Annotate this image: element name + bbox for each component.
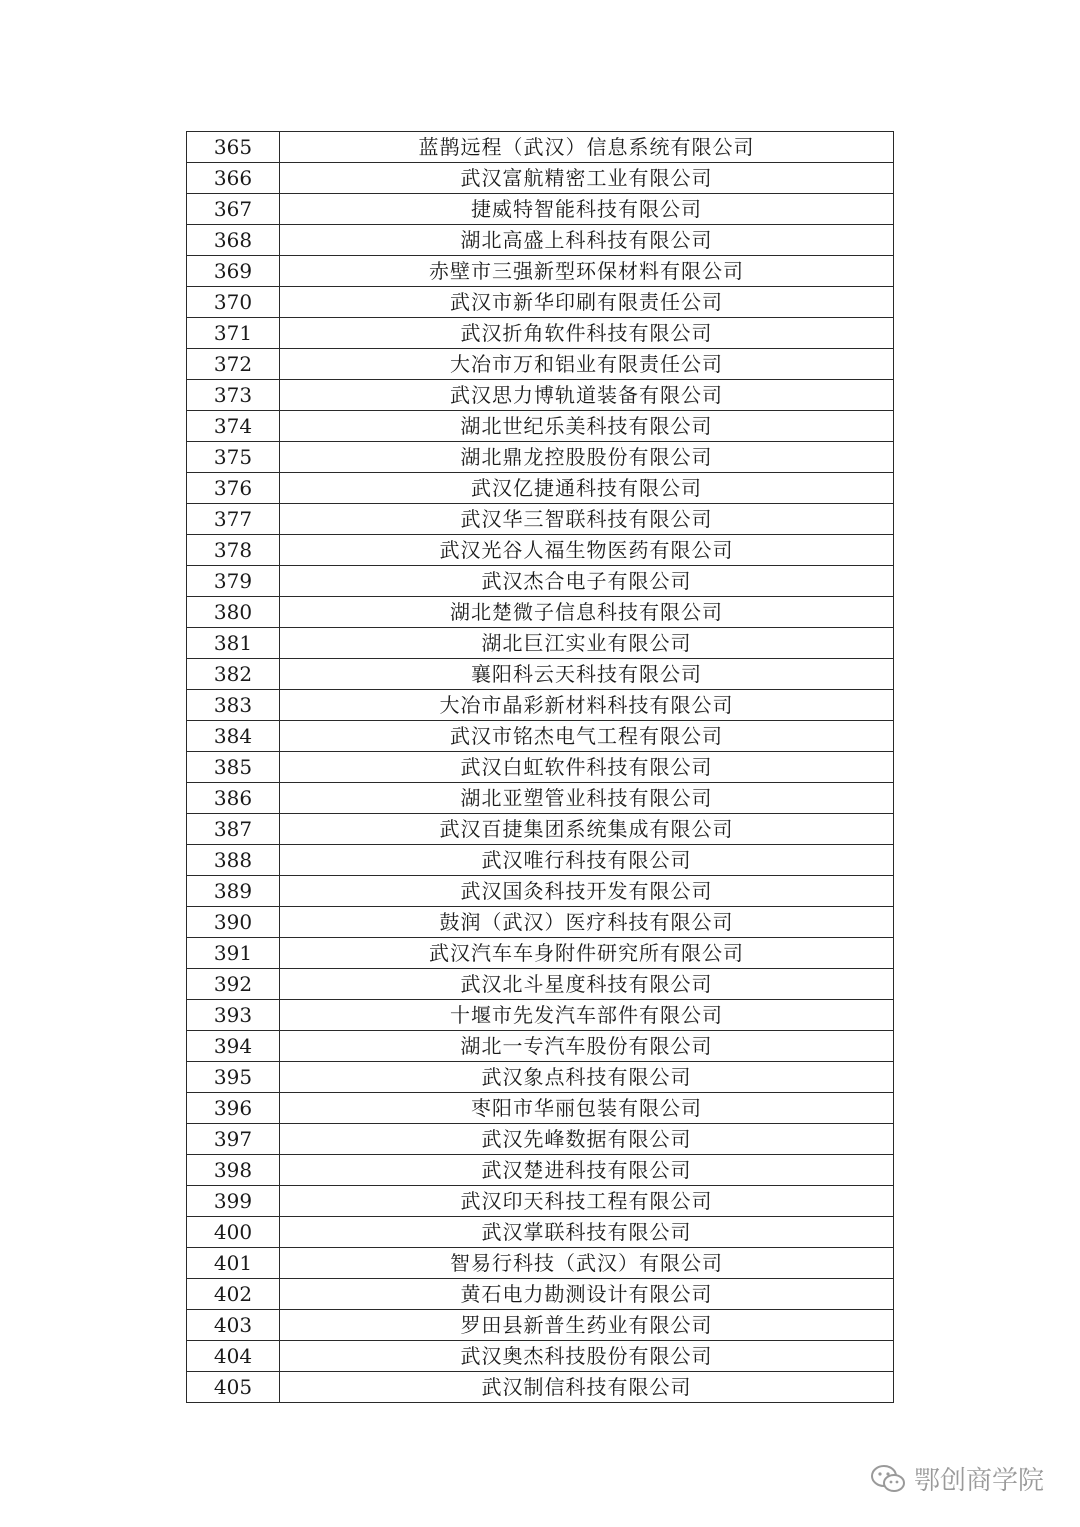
row-number: 399 (187, 1186, 280, 1217)
row-number: 381 (187, 628, 280, 659)
row-number: 390 (187, 907, 280, 938)
row-number: 402 (187, 1279, 280, 1310)
company-name: 武汉光谷人福生物医药有限公司 (280, 535, 894, 566)
table-row (187, 1000, 894, 1031)
row-number: 401 (187, 1248, 280, 1279)
row-number: 382 (187, 659, 280, 690)
table-row (187, 969, 894, 1000)
wechat-icon (870, 1464, 906, 1494)
company-name: 罗田县新普生药业有限公司 (280, 1310, 894, 1341)
table-row (187, 597, 894, 628)
company-name: 武汉百捷集团系统集成有限公司 (280, 814, 894, 845)
row-number: 369 (187, 256, 280, 287)
table-row (187, 690, 894, 721)
company-name: 十堰市先发汽车部件有限公司 (280, 1000, 894, 1031)
company-name: 武汉折角软件科技有限公司 (280, 318, 894, 349)
company-name: 武汉奥杰科技股份有限公司 (280, 1341, 894, 1372)
table-row (187, 1186, 894, 1217)
table-row (187, 1217, 894, 1248)
table-row (187, 783, 894, 814)
company-name: 赤壁市三强新型环保材料有限公司 (280, 256, 894, 287)
row-number: 380 (187, 597, 280, 628)
table-row (187, 1155, 894, 1186)
watermark-text: 鄂创商学院 (913, 1466, 1044, 1496)
row-number: 370 (187, 287, 280, 318)
row-number: 378 (187, 535, 280, 566)
table-row (187, 1248, 894, 1279)
table-row (187, 256, 894, 287)
company-name: 大冶市万和铝业有限责任公司 (280, 349, 894, 380)
company-name: 武汉白虹软件科技有限公司 (280, 752, 894, 783)
row-number: 384 (187, 721, 280, 752)
table-row (187, 1310, 894, 1341)
company-name: 武汉楚进科技有限公司 (280, 1155, 894, 1186)
row-number: 405 (187, 1372, 280, 1403)
company-name: 武汉先峰数据有限公司 (280, 1124, 894, 1155)
row-number: 397 (187, 1124, 280, 1155)
company-name: 鼓润（武汉）医疗科技有限公司 (280, 907, 894, 938)
row-number: 391 (187, 938, 280, 969)
table-row (187, 814, 894, 845)
table-row (187, 318, 894, 349)
table-row (187, 380, 894, 411)
row-number: 395 (187, 1062, 280, 1093)
table-row (187, 938, 894, 969)
table-row (187, 411, 894, 442)
row-number: 387 (187, 814, 280, 845)
row-number: 393 (187, 1000, 280, 1031)
table-row (187, 845, 894, 876)
row-number: 389 (187, 876, 280, 907)
company-name: 枣阳市华丽包装有限公司 (280, 1093, 894, 1124)
company-name: 武汉华三智联科技有限公司 (280, 504, 894, 535)
company-name: 武汉思力博轨道装备有限公司 (280, 380, 894, 411)
row-number: 396 (187, 1093, 280, 1124)
table-row (187, 876, 894, 907)
row-number: 372 (187, 349, 280, 380)
table-row (187, 287, 894, 318)
table-row (187, 721, 894, 752)
table-row (187, 566, 894, 597)
row-number: 400 (187, 1217, 280, 1248)
table-row (187, 535, 894, 566)
table-row (187, 163, 894, 194)
company-name: 湖北高盛上科科技有限公司 (280, 225, 894, 256)
company-name: 智易行科技（武汉）有限公司 (280, 1248, 894, 1279)
company-name: 武汉市铭杰电气工程有限公司 (280, 721, 894, 752)
table-row (187, 1279, 894, 1310)
table-row (187, 194, 894, 225)
table-row (187, 659, 894, 690)
company-name: 湖北世纪乐美科技有限公司 (280, 411, 894, 442)
row-number: 371 (187, 318, 280, 349)
company-name: 黄石电力勘测设计有限公司 (280, 1279, 894, 1310)
row-number: 366 (187, 163, 280, 194)
company-name: 武汉市新华印刷有限责任公司 (280, 287, 894, 318)
watermark (870, 1460, 1044, 1497)
table-row (187, 225, 894, 256)
company-name: 武汉汽车车身附件研究所有限公司 (280, 938, 894, 969)
company-name: 湖北一专汽车股份有限公司 (280, 1031, 894, 1062)
table-row (187, 442, 894, 473)
row-number: 375 (187, 442, 280, 473)
table-row (187, 132, 894, 163)
row-number: 365 (187, 132, 280, 163)
company-name: 襄阳科云天科技有限公司 (280, 659, 894, 690)
company-name: 湖北巨江实业有限公司 (280, 628, 894, 659)
company-name: 武汉象点科技有限公司 (280, 1062, 894, 1093)
row-number: 394 (187, 1031, 280, 1062)
company-name: 武汉印天科技工程有限公司 (280, 1186, 894, 1217)
table-row (187, 349, 894, 380)
table-row (187, 473, 894, 504)
row-number: 404 (187, 1341, 280, 1372)
table-row (187, 628, 894, 659)
row-number: 398 (187, 1155, 280, 1186)
row-number: 367 (187, 194, 280, 225)
company-name: 湖北楚微子信息科技有限公司 (280, 597, 894, 628)
table-row (187, 1124, 894, 1155)
company-name: 武汉杰合电子有限公司 (280, 566, 894, 597)
table-row (187, 1341, 894, 1372)
company-name: 湖北鼎龙控股股份有限公司 (280, 442, 894, 473)
row-number: 383 (187, 690, 280, 721)
row-number: 403 (187, 1310, 280, 1341)
table-row (187, 1062, 894, 1093)
row-number: 385 (187, 752, 280, 783)
table-row (187, 752, 894, 783)
table-row (187, 1372, 894, 1403)
row-number: 388 (187, 845, 280, 876)
company-name: 武汉国灸科技开发有限公司 (280, 876, 894, 907)
company-name: 武汉制信科技有限公司 (280, 1372, 894, 1403)
company-name: 武汉北斗星度科技有限公司 (280, 969, 894, 1000)
row-number: 392 (187, 969, 280, 1000)
table-row (187, 907, 894, 938)
table-row (187, 1093, 894, 1124)
company-name: 武汉唯行科技有限公司 (280, 845, 894, 876)
company-name: 捷威特智能科技有限公司 (280, 194, 894, 225)
table-body (187, 132, 894, 1403)
company-name: 武汉富航精密工业有限公司 (280, 163, 894, 194)
company-list-table (186, 131, 894, 1403)
company-name: 大冶市晶彩新材料科技有限公司 (280, 690, 894, 721)
company-name: 武汉亿捷通科技有限公司 (280, 473, 894, 504)
row-number: 376 (187, 473, 280, 504)
row-number: 373 (187, 380, 280, 411)
company-name: 武汉掌联科技有限公司 (280, 1217, 894, 1248)
row-number: 368 (187, 225, 280, 256)
row-number: 379 (187, 566, 280, 597)
row-number: 386 (187, 783, 280, 814)
row-number: 374 (187, 411, 280, 442)
table-row (187, 1031, 894, 1062)
company-name: 湖北亚塑管业科技有限公司 (280, 783, 894, 814)
table-row (187, 504, 894, 535)
company-name: 蓝鹊远程（武汉）信息系统有限公司 (280, 132, 894, 163)
row-number: 377 (187, 504, 280, 535)
